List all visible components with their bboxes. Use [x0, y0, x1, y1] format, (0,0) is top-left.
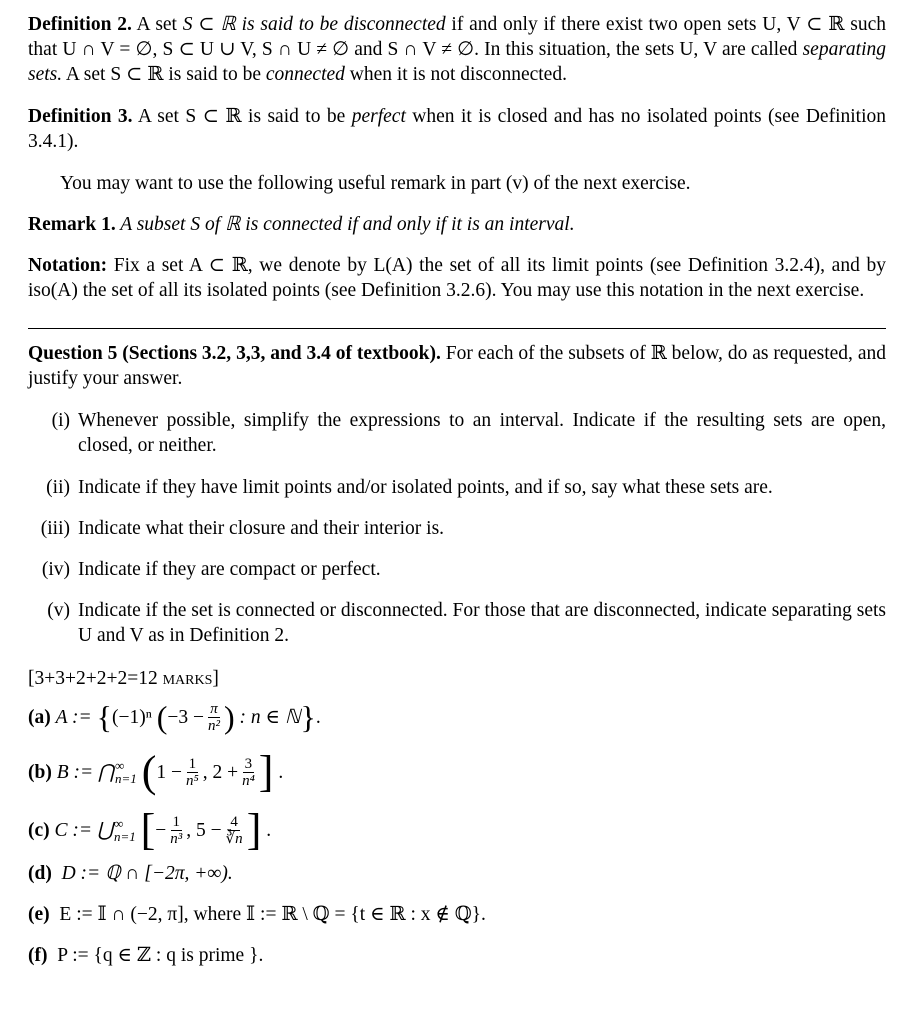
set-b-lhs: B := ⋂ — [56, 761, 115, 783]
notation-text: Fix a set A ⊂ ℝ, we denote by L(A) the set of all its limit points (see Definition 3.2.4), and by iso(A) the set of all its isolated points (see Definition 3.2.6). You may use this notation in the next exercise. — [28, 255, 886, 301]
bracket-close: ] — [258, 747, 274, 796]
part-label: (i) — [51, 410, 70, 431]
term-connected: connected — [265, 64, 345, 85]
fraction-numerator: π — [210, 700, 218, 717]
fraction-denominator: n³ — [170, 830, 183, 847]
fraction-pi-n2 — [206, 701, 222, 734]
definition-3 — [28, 104, 886, 154]
set-a-mid: −3 − — [167, 706, 204, 728]
part-label: (v) — [47, 600, 70, 621]
def2-line1-post: if and only if there exist two open sets U, V ⊂ ℝ — [445, 14, 845, 35]
fraction-3-n4 — [240, 756, 257, 789]
part-label: (iv) — [41, 559, 70, 580]
set-b: (b) B := ⋂ ∞ n=1 ( 1 − $\frac{1}{\text{n⁵}}$ , 2 + $\frac{3}{\text{n⁴}}$ ] . — [28, 747, 284, 796]
set-a-lhs: A := — [55, 706, 92, 728]
def3-pre: A set S ⊂ ℝ is said to be — [132, 106, 352, 127]
set-a: (a) A := { (−1)ⁿ ( −3 − $\frac{\pi}{\text{n²}}$ ) : n ∈ ℕ } . — [28, 699, 321, 735]
fraction-denominator: n⁵ — [185, 772, 199, 789]
term-separating: separating sets. — [28, 39, 886, 85]
fraction-denominator: n² — [208, 717, 220, 734]
question-5-label: Question 5 (Sections 3.2, 3,3, and 3.4 of textbook). — [28, 343, 441, 364]
set-b-sub: n=1 — [115, 771, 137, 786]
set-f — [28, 943, 886, 968]
notation — [28, 253, 886, 303]
set-d-label: (d) — [28, 863, 52, 884]
part-text: Indicate if the set is connected or disconnected. For those that are disconnected, indicate separating sets U and V as in Definition 2. — [78, 600, 886, 646]
brace-open: { — [96, 699, 112, 735]
definition-2-label: Definition 2. — [28, 14, 132, 35]
question-5-text: For each of the subsets of ℝ below, do as requested, and justify your answer. — [28, 343, 886, 389]
set-b-two: , 2 + — [202, 761, 239, 783]
definition-2 — [28, 12, 886, 87]
def2-line2: such that U ∩ V = ∅, S ⊂ U ∪ V, S ∩ U ≠ ∅ and S ∩ V ≠ ∅. In this situation, the sets U, V are called — [28, 14, 887, 60]
part-v — [28, 598, 886, 648]
set-a-sign: (−1)ⁿ — [111, 706, 152, 728]
set-c-lhs: C := ⋃ — [54, 819, 113, 841]
set-c-sub: n=1 — [113, 829, 136, 844]
set-b-index — [115, 759, 137, 785]
fraction-numerator: 4 — [230, 813, 238, 830]
part-iv — [28, 557, 886, 582]
paren-close: ) — [224, 699, 235, 735]
question-5 — [28, 341, 886, 391]
part-text: Indicate what their closure and their interior is. — [78, 518, 445, 539]
fraction-numerator: 1 — [188, 755, 197, 772]
brace-close: } — [300, 699, 316, 735]
marks-line: [3+3+2+2+2=12 marks] — [28, 668, 219, 689]
set-a-label: (a) — [28, 706, 51, 728]
set-c-sup: ∞ — [113, 816, 124, 831]
question-parts — [28, 408, 886, 648]
set-d-text: D := ℚ ∩ [−2π, +∞). — [61, 863, 233, 884]
intro-remark: You may want to use the following useful remark in part (v) of the next exercise. — [60, 173, 691, 194]
set-e — [28, 902, 886, 927]
def3-post: when it is closed and has no isolated points (see Definition 3.4.1). — [28, 106, 886, 152]
set-b-sup: ∞ — [115, 758, 125, 773]
def2-line1-pre: A set — [131, 14, 183, 35]
set-a-condition: : n ∈ ℕ — [239, 706, 301, 728]
part-i — [28, 408, 886, 458]
set-c: (c) C := ⋃ ∞ n=1 [ − $\frac{1}{\text{n³}}$ , 5 − $\frac{4}{∛n}$ ] . — [28, 805, 272, 854]
fraction-numerator: 1 — [172, 813, 180, 830]
set-e-text: E := 𝕀 ∩ (−2, π], where 𝕀 := ℝ \ ℚ = {t ∈ ℝ : x ∉ ℚ}. — [59, 904, 486, 925]
def2-line3-mid: A set S ⊂ ℝ is said to be — [62, 64, 266, 85]
document-page — [28, 10, 886, 968]
set-c-index — [114, 817, 136, 843]
fraction-4-cbrt-n — [224, 814, 245, 847]
term-disconnected: disconnected — [343, 14, 446, 35]
part-label: (iii) — [40, 518, 70, 539]
set-b-one: 1 − — [156, 761, 182, 783]
section-divider — [28, 328, 886, 329]
set-f-label: (f) — [28, 945, 48, 966]
part-text: Whenever possible, simplify the expressions to an interval. Indicate if the resulting sets are open, closed, or neither. — [78, 410, 886, 456]
fraction-numerator: 3 — [244, 755, 253, 772]
notation-label: Notation: — [28, 255, 108, 276]
fraction-1-n5 — [184, 756, 201, 789]
def2-line3-post: when it is not disconnected. — [344, 64, 567, 85]
set-b-label: (b) — [28, 761, 52, 783]
remark-1 — [28, 212, 886, 237]
term-perfect: perfect — [351, 106, 406, 127]
bracket-open: [ — [140, 805, 156, 854]
part-text: Indicate if they have limit points and/or isolated points, and if so, say what these sets are. — [78, 477, 773, 498]
set-e-label: (e) — [28, 904, 50, 925]
part-ii — [28, 475, 886, 500]
set-f-text: P := {q ∈ ℤ : q is prime }. — [57, 945, 264, 966]
part-text: Indicate if they are compact or perfect. — [78, 559, 381, 580]
set-c-label: (c) — [28, 819, 50, 841]
definition-3-label: Definition 3. — [28, 106, 133, 127]
part-label: (ii) — [46, 477, 70, 498]
set-c-five: , 5 − — [186, 819, 222, 841]
bracket-close: ] — [246, 805, 262, 854]
fraction-1-n3 — [168, 814, 184, 847]
paren-open: ( — [156, 699, 168, 735]
remark-1-label: Remark 1. — [28, 214, 116, 235]
fraction-denominator: ∛n — [225, 830, 243, 847]
def2-line1: S ⊂ ℝ is said to be — [182, 14, 344, 35]
set-d — [28, 861, 886, 886]
set-c-minus: − — [155, 819, 167, 841]
fraction-denominator: n⁴ — [242, 772, 255, 789]
part-iii — [28, 516, 886, 541]
remark-1-text: A subset S of ℝ is connected if and only if it is an interval. — [115, 214, 575, 235]
paren-open: ( — [141, 747, 157, 796]
